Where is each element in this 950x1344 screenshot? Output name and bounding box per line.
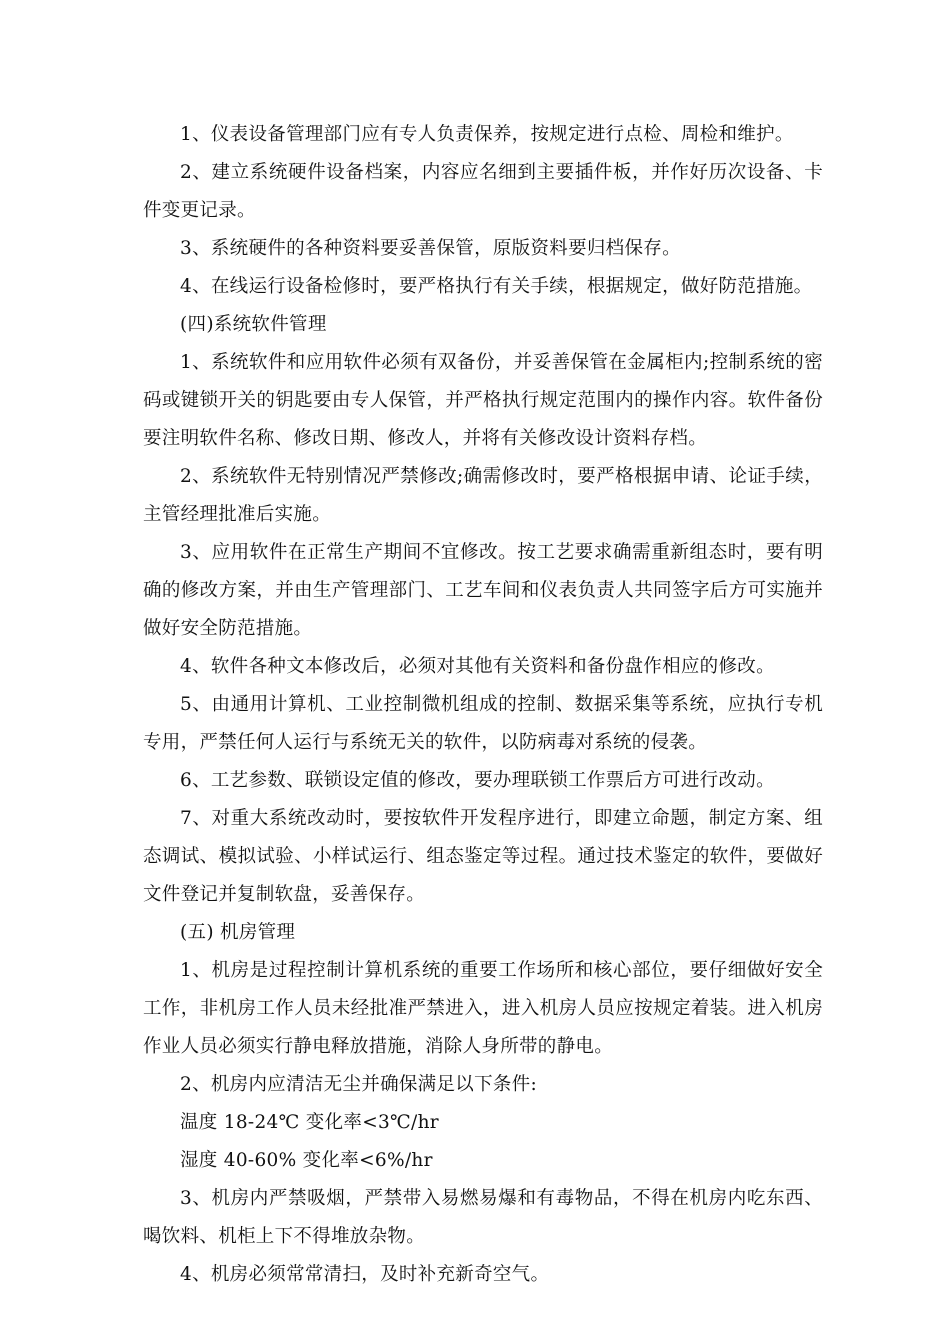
paragraph-7: 3、应用软件在正常生产期间不宜修改。按工艺要求确需重新组态时，要有明确的修改方案，并由生产管理部门、工艺车间和仪表负责人共同签字后方可实施并做好安全防范措施。 [143,542,823,639]
paragraph-9: 5、由通用计算机、工业控制微机组成的控制、数据采集等系统，应执行专机专用，严禁任何人运行与系统无关的软件，以防病毒对系统的侵袭。 [143,694,823,753]
paragraph-8: 4、软件各种文本修改后，必须对其他有关资料和备份盘作相应的修改。 [180,656,775,677]
paragraph-15: 4、机房必须常常清扫，及时补充新奇空气。 [180,1264,550,1285]
temperature-condition: 温度 18-24℃ 变化率<3℃/hr [180,1112,439,1133]
section-heading-software: (四)系统软件管理 [180,314,327,335]
paragraph-10: 6、工艺参数、联锁设定值的修改，要办理联锁工作票后方可进行改动。 [180,770,775,791]
paragraph-6: 2、系统软件无特别情况严禁修改;确需修改时，要严格根据申请、论证手续，主管经理批准后实施。 [143,466,823,525]
paragraph-13: 2、机房内应清洁无尘并确保满足以下条件: [180,1074,538,1095]
paragraph-1: 1、仪表设备管理部门应有专人负责保养，按规定进行点检、周检和维护。 [180,124,794,145]
document-body [143,116,823,1294]
paragraph-11: 7、对重大系统改动时，要按软件开发程序进行，即建立命题，制定方案、组态调试、模拟试验、小样试运行、组态鉴定等过程。通过技术鉴定的软件，要做好文件登记并复制软盘，妥善保存。 [143,808,823,905]
paragraph-4: 4、在线运行设备检修时，要严格执行有关手续，根据规定，做好防范措施。 [180,276,813,297]
humidity-condition: 湿度 40-60% 变化率<6%/hr [180,1150,433,1171]
paragraph-3: 3、系统硬件的各种资料要妥善保管，原版资料要归档保存。 [180,238,681,259]
section-heading-machine-room: (五) 机房管理 [180,922,296,943]
paragraph-2: 2、建立系统硬件设备档案，内容应名细到主要插件板，并作好历次设备、卡件变更记录。 [143,162,823,221]
paragraph-12: 1、机房是过程控制计算机系统的重要工作场所和核心部位，要仔细做好安全工作，非机房工作人员未经批准严禁进入，进入机房人员应按规定着装。进入机房作业人员必须实行静电释放措施，消除人身所带的静电。 [143,960,823,1057]
paragraph-5: 1、系统软件和应用软件必须有双备份，并妥善保管在金属柜内;控制系统的密码或键锁开关的钥匙要由专人保管，并严格执行规定范围内的操作内容。软件备份要注明软件名称、修改日期、修改人，并将有关修改设计资料存档。 [143,352,823,449]
paragraph-14: 3、机房内严禁吸烟，严禁带入易燃易爆和有毒物品，不得在机房内吃东西、喝饮料、机柜上下不得堆放杂物。 [143,1188,823,1247]
